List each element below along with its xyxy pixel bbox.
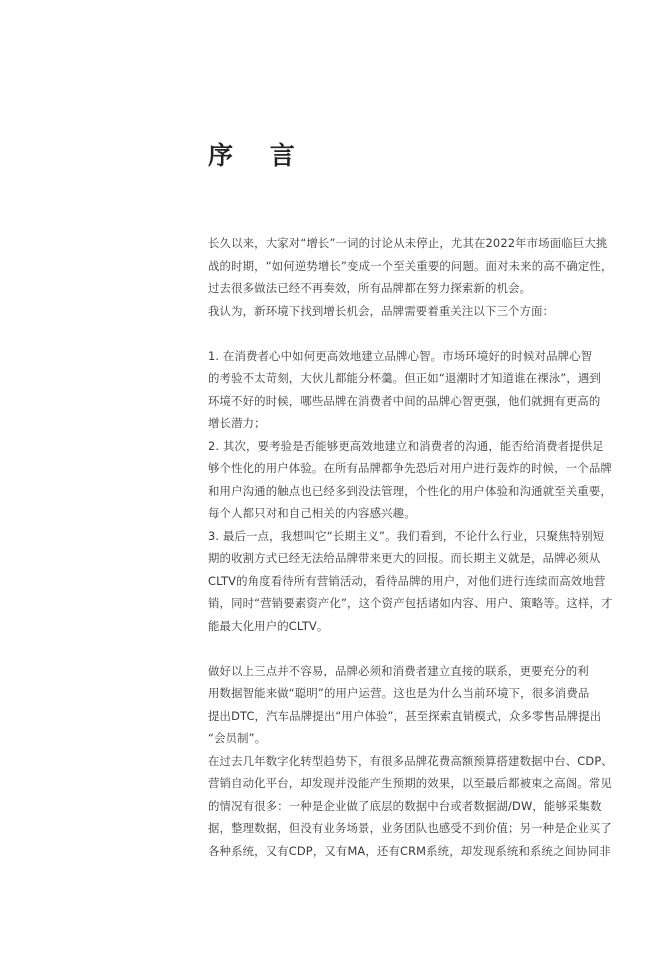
text-line: 各种系统，又有CDP，又有MA，还有CRM系统，却发现系统和系统之间协同非: [208, 843, 611, 858]
text-line: 销，同时“营销要素资产化”，这个资产包括诸如内容、用户、策略等。这样，才: [208, 596, 613, 610]
text-line: 期的收割方式已经无法给品牌带来更大的回报。而长期主义就是，品牌必须从: [208, 551, 601, 565]
text-line: 提出DTC，汽车品牌提出“用户体验”，甚至探索直销模式，众多零售品牌提出: [208, 708, 602, 723]
text-line: 营销自动化平台，却发现并没能产生预期的效果，以至最后都被束之高阁。常见: [208, 776, 612, 790]
text-line: 1. 在消费者心中如何更高效地建立品牌心智。市场环境好的时候对品牌心智: [208, 348, 593, 363]
text-line: 做好以上三点并不容易，品牌必须和消费者建立直接的联系，更要充分的利: [208, 663, 589, 678]
text-line: 和用户沟通的触点也已经多到没法管理，个性化的用户体验和沟通就至关重要，: [208, 483, 612, 498]
text-line: CLTV的角度看待所有营销活动，看待品牌的用户，对他们进行连续而高效地营: [208, 573, 606, 588]
text-line: 能最大化用户的CLTV。: [208, 618, 329, 633]
text-line: 据，整理数据，但没有业务场景，业务团队也感受不到价值；另一种是企业买了: [208, 821, 612, 835]
paragraph-intro: [208, 232, 613, 322]
paragraph-gap: [208, 637, 580, 660]
text-line: 战的时期，“如何逆势增长”变成一个至关重要的问题。面对未来的高不确定性，: [208, 258, 613, 273]
text-line: 的情况有很多：一种是企业做了底层的数据中台或者数据湖/DW，能够采集数: [208, 798, 602, 813]
paragraph-challenges: [208, 660, 613, 863]
text-line: 增长潜力；: [208, 416, 266, 430]
text-line: “会员制”。: [208, 731, 267, 745]
text-line: 的考验不太苛刻，大伙儿都能分杯羹。但正如“退潮时才知道谁在裸泳”，遇到: [208, 371, 601, 385]
paragraph-gap: [208, 322, 580, 345]
text-line: 够个性化的用户体验。在所有品牌都争先恐后对用户进行轰炸的时候，一个品牌: [208, 461, 612, 475]
paragraph-three-points: [208, 345, 613, 638]
text-line: 在过去几年数字化转型趋势下，有很多品牌花费高额预算搭建数据中台、CDP、: [208, 753, 613, 768]
text-line: 长久以来，大家对“增长”一词的讨论从未停止，尤其在2022年市场面临巨大挑: [208, 236, 608, 250]
text-line: 3. 最后一点，我想叫它“长期主义”。我们看到，不论什么行业，只聚焦特别短: [208, 528, 605, 543]
page-title: 序 言: [208, 141, 309, 170]
text-line: 每个人都只对和自己相关的内容感兴趣。: [208, 506, 416, 520]
body-text: [208, 232, 613, 862]
text-line: 2. 其次，要考验是否能够更高效地建立和消费者的沟通，能否给消费者提供足: [208, 438, 604, 453]
text-line: 过去很多做法已经不再奏效，所有品牌都在努力探索新的机会。: [208, 281, 532, 295]
text-line: 环境不好的时候，哪些品牌在消费者中间的品牌心智更强，他们就拥有更高的: [208, 393, 601, 408]
text-line: 用数据智能来做“聪明”的用户运营。这也是为什么当前环境下，很多消费品: [208, 686, 590, 700]
text-line: 我认为，新环境下找到增长机会，品牌需要着重关注以下三个方面：: [208, 303, 555, 318]
